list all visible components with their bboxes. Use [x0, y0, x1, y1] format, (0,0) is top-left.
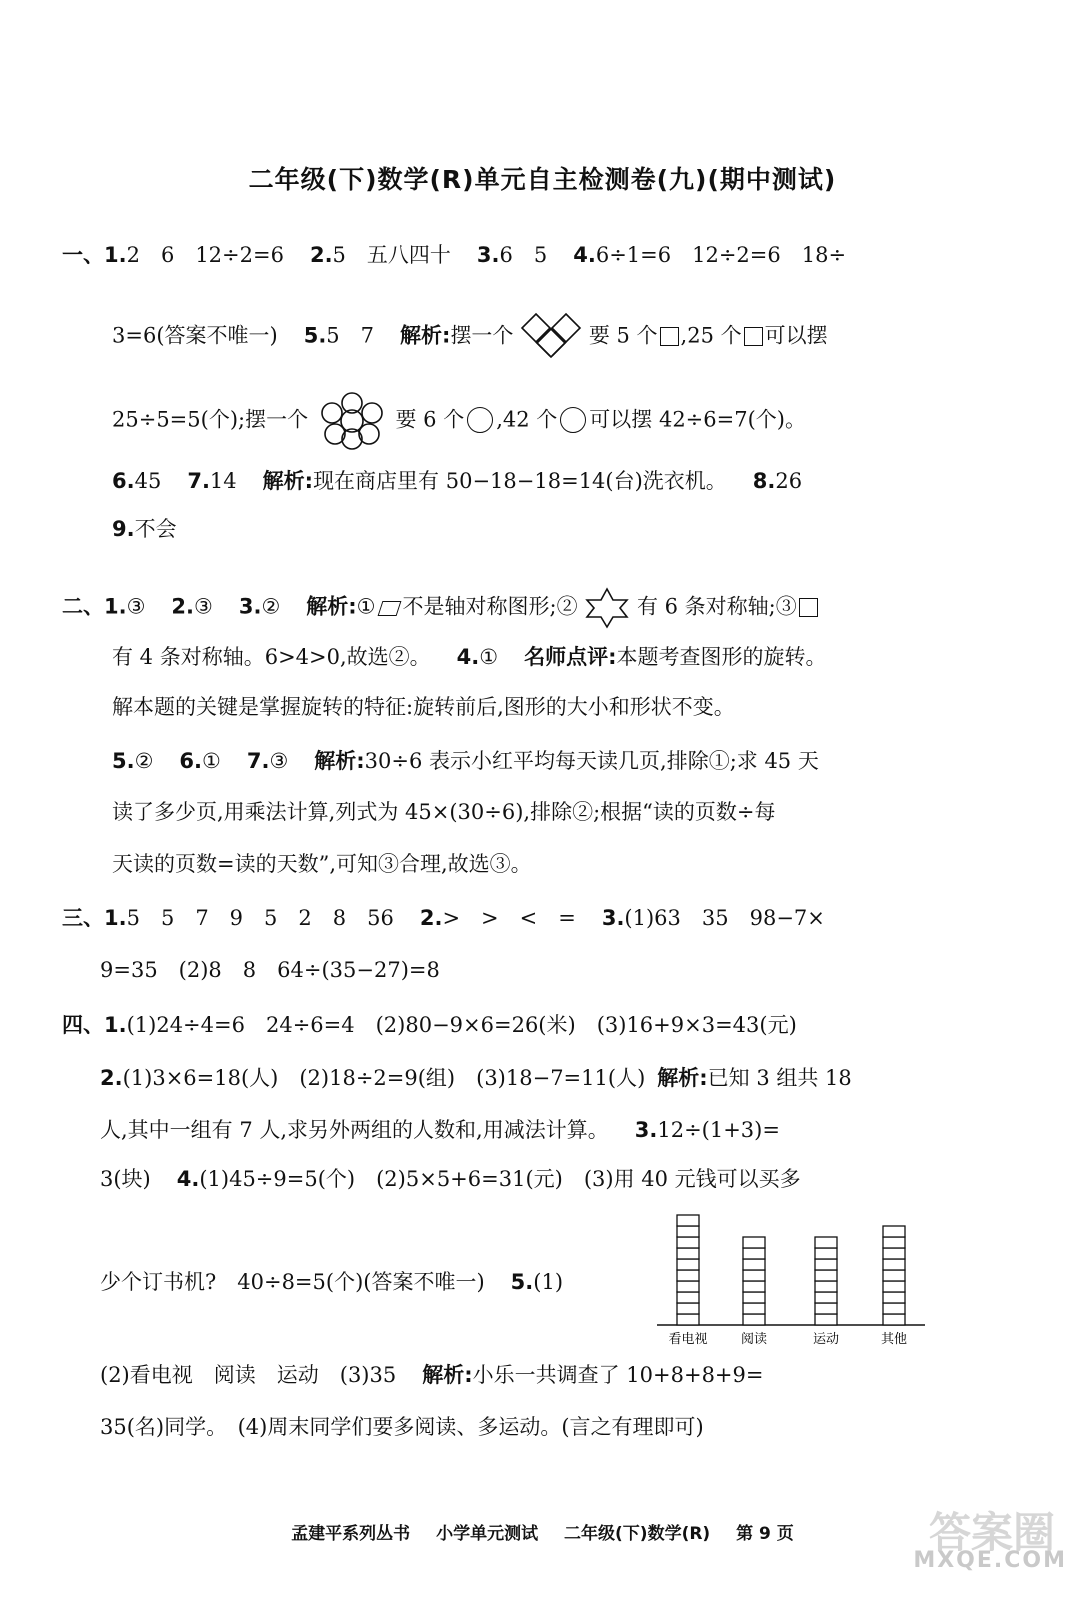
answer-4-1: (1)24÷4=6 24÷6=4 (2)80−9×6=26(米) (3)16+9×3=43(元): [126, 1013, 797, 1037]
bar-cell: [743, 1270, 765, 1281]
page-footer: [0, 1519, 1085, 1544]
bar-cell: [677, 1314, 699, 1325]
category-label: 看电视: [668, 1332, 708, 1347]
text: 要 5 个: [588, 323, 658, 348]
answer-1-4: 6÷1=6 12÷2=6 18÷: [595, 243, 847, 267]
bar-cell: [883, 1281, 905, 1292]
text: 25÷5=5(个);摆一个: [112, 407, 309, 432]
bar-3: [883, 1226, 905, 1325]
bar-cell: [883, 1237, 905, 1248]
sec3-head: 三、1.: [62, 906, 127, 930]
sec4-line1: [62, 1010, 797, 1040]
text: 天读的页数=读的天数”,可知③合理,故选③。: [112, 852, 532, 876]
answer-1-8: 26: [775, 469, 803, 493]
bar-cell: [743, 1314, 765, 1325]
answer-2-4: ①: [479, 645, 499, 669]
bar-cell: [815, 1303, 837, 1314]
watermark-logo: 答案圈: [928, 1508, 1055, 1557]
text: 小乐一共调查了 10+8+8+9=: [472, 1363, 764, 1387]
bar-cell: [815, 1248, 837, 1259]
square-icon: [660, 327, 679, 346]
sec4-head: 四、1.: [62, 1013, 127, 1037]
num-6: 6.: [112, 469, 135, 493]
bar-cell: [677, 1248, 699, 1259]
analysis-label: 解析:: [262, 469, 314, 493]
text: 摆一个: [450, 323, 514, 348]
answer-2-6: ①: [202, 749, 221, 773]
bar-cell: [677, 1215, 699, 1226]
num-7: 7.: [187, 469, 210, 493]
sec1-line5: [112, 514, 177, 544]
answer-1-2: 5 五八四十: [332, 243, 451, 267]
answer-4-4: (1)45÷9=5(个) (2)5×5+6=31(元) (3)用 40 元钱可以买多: [199, 1167, 801, 1191]
num-3: 3.: [601, 906, 625, 930]
bar-cell: [677, 1303, 699, 1314]
text: 本题考查图形的旋转。: [616, 645, 827, 669]
parallelogram-icon: [377, 601, 401, 616]
sec4-line3: [100, 1115, 780, 1145]
text: 已知 3 组共 18: [707, 1066, 852, 1090]
answer-1-9: 不会: [134, 517, 177, 541]
text: (1): [533, 1270, 564, 1294]
analysis-label: 解析:: [657, 1066, 708, 1090]
analysis-label: 解析:: [306, 594, 357, 619]
square-icon: [799, 598, 818, 617]
teacher-comment-label: 名师点评:: [524, 645, 617, 669]
sec3-line1: [62, 903, 825, 933]
num-4: 4.: [573, 243, 596, 267]
num-9: 9.: [112, 517, 135, 541]
bar-cell: [815, 1314, 837, 1325]
analysis-label: 解析:: [314, 749, 365, 773]
text: 35(名)同学。 (4)周末同学们要多阅读、多运动。(言之有理即可): [100, 1415, 704, 1439]
square-icon: [744, 327, 763, 346]
sec2-line6: [112, 849, 532, 879]
text: 解本题的关键是掌握旋转的特征:旋转前后,图形的大小和形状不变。: [112, 695, 735, 719]
answer-1-6: 45: [134, 469, 162, 493]
text: 少个订书机? 40÷8=5(个)(答案不唯一): [100, 1270, 485, 1294]
bar-cell: [815, 1237, 837, 1248]
text: ①: [356, 594, 376, 619]
analysis-label: 解析:: [400, 323, 451, 348]
bar-cell: [677, 1281, 699, 1292]
category-label: 阅读: [740, 1332, 768, 1347]
answer-2-1: ③: [126, 594, 146, 619]
diamond-pattern-icon: [520, 312, 582, 362]
category-label: 其他: [880, 1332, 908, 1347]
analysis-label: 解析:: [422, 1363, 473, 1387]
answer-3-2: > > < =: [442, 906, 576, 930]
bar-cell: [815, 1270, 837, 1281]
bar-cell: [743, 1259, 765, 1270]
bar-cell: [883, 1270, 905, 1281]
bar-cell: [677, 1270, 699, 1281]
bar-cell: [815, 1259, 837, 1270]
flower-circles-icon: [315, 392, 389, 450]
bar-cell: [677, 1237, 699, 1248]
hexagram-star-icon: [584, 587, 630, 629]
sec1-line4: [112, 466, 802, 496]
sec2-line2: [112, 642, 827, 672]
sec1-head: 一、1.: [62, 243, 127, 267]
sec4-line7: [100, 1412, 704, 1442]
num-7: 7.: [246, 749, 270, 773]
bar-cell: [743, 1248, 765, 1259]
text: 要 6 个: [395, 407, 465, 432]
sec4-line5: [100, 1267, 563, 1297]
text: 人,其中一组有 7 人,求另外两组的人数和,用减法计算。: [100, 1118, 609, 1142]
text: 9=35 (2)8 8 64÷(35−27)=8: [100, 958, 440, 982]
text: (2)看电视 阅读 运动 (3)35: [100, 1363, 397, 1387]
bar-0: [677, 1215, 699, 1325]
sec2-line3: [112, 692, 735, 722]
bar-cell: [743, 1281, 765, 1292]
circle-icon: [560, 407, 586, 433]
sec1-line3: [112, 392, 806, 450]
num-2: 2.: [419, 906, 443, 930]
bar-cell: [883, 1303, 905, 1314]
text: 30÷6 表示小红平均每天读几页,排除①;求 45 天: [364, 749, 819, 773]
answer-2-7: ③: [269, 749, 289, 773]
num-6: 6.: [179, 749, 203, 773]
answer-2-3: ②: [261, 594, 281, 619]
category-label: 运动: [812, 1332, 840, 1347]
bar-cell: [883, 1248, 905, 1259]
num-4: 4.: [456, 645, 480, 669]
bar-cell: [677, 1226, 699, 1237]
answer-1-1: 2 6 12÷2=6: [126, 243, 284, 267]
page-title: 二年级(下)数学(R)单元自主检测卷(九)(期中测试): [248, 165, 837, 194]
num-2: 2.: [100, 1066, 123, 1090]
bar-cell: [883, 1226, 905, 1237]
bar-cell: [743, 1237, 765, 1248]
sec1-line1: [62, 240, 846, 270]
answer-4-2: (1)3×6=18(人) (2)18÷2=9(组) (3)18−7=11(人): [122, 1066, 646, 1090]
num-3: 3.: [634, 1118, 658, 1142]
answer-4-3: 12÷(1+3)=: [657, 1118, 780, 1142]
num-8: 8.: [752, 469, 776, 493]
answer-2-5: ②: [134, 749, 154, 773]
bar-chart: [655, 1205, 935, 1355]
answer-1-3: 6 5: [499, 243, 548, 267]
answer-2-2: ③: [194, 594, 213, 619]
sec4-line4: [100, 1164, 801, 1194]
circle-icon: [467, 407, 493, 433]
sec4-line6: [100, 1360, 764, 1390]
answer-3-1: 5 5 7 9 5 2 8 56: [126, 906, 394, 930]
bar-cell: [743, 1292, 765, 1303]
sec2-line1: [62, 587, 820, 629]
bar-cell: [883, 1259, 905, 1270]
sec2-line5: [112, 797, 776, 827]
num-2: 2.: [309, 243, 333, 267]
text: 3(块): [100, 1167, 151, 1191]
bar-cell: [883, 1292, 905, 1303]
bar-cell: [677, 1292, 699, 1303]
text: 可以摆 42÷6=7(个)。: [589, 407, 806, 432]
text: ,42 个: [496, 407, 558, 432]
text: 读了多少页,用乘法计算,列式为 45×(30÷6),排除②;根据“读的页数÷每: [112, 800, 776, 824]
num-4: 4.: [176, 1167, 200, 1191]
bar-cell: [677, 1259, 699, 1270]
watermark-text: MXQE.COM: [913, 1548, 1067, 1573]
sec2-head: 二、1.: [62, 594, 127, 619]
text: 有 4 条对称轴。6>4>0,故选②。: [112, 645, 431, 669]
num-3: 3.: [238, 594, 262, 619]
num-3: 3.: [476, 243, 500, 267]
bar-cell: [743, 1303, 765, 1314]
footer-series: 孟建平系列丛书: [291, 1524, 411, 1544]
text: 不是轴对称图形;②: [402, 594, 578, 619]
sec4-line2: [100, 1063, 852, 1093]
footer-book: 小学单元测试: [436, 1524, 539, 1544]
bar-1: [743, 1237, 765, 1325]
bar-cell: [883, 1314, 905, 1325]
answer-1-5: 5 7: [326, 323, 375, 348]
footer-grade: 二年级(下)数学(R): [564, 1524, 711, 1544]
answer-1-7: 14: [209, 469, 237, 493]
bar-cell: [815, 1281, 837, 1292]
num-5: 5.: [303, 323, 327, 348]
answer-1-4-cont: 3=6(答案不唯一): [112, 323, 278, 348]
text: 现在商店里有 50−18−18=14(台)洗衣机。: [313, 469, 727, 493]
sec1-line2: [112, 312, 828, 362]
num-2: 2.: [171, 594, 195, 619]
text: 可以摆: [764, 323, 828, 348]
bar-2: [815, 1237, 837, 1325]
footer-page-number: 第 9 页: [736, 1524, 794, 1544]
text: ,25 个: [680, 323, 742, 348]
sec3-line2: [100, 955, 440, 985]
bar-cell: [815, 1292, 837, 1303]
text: 有 6 条对称轴;③: [636, 594, 797, 619]
num-5: 5.: [112, 749, 135, 773]
answer-3-3: (1)63 35 98−7×: [624, 906, 825, 930]
num-5: 5.: [510, 1270, 534, 1294]
sec2-line4: [112, 746, 819, 776]
